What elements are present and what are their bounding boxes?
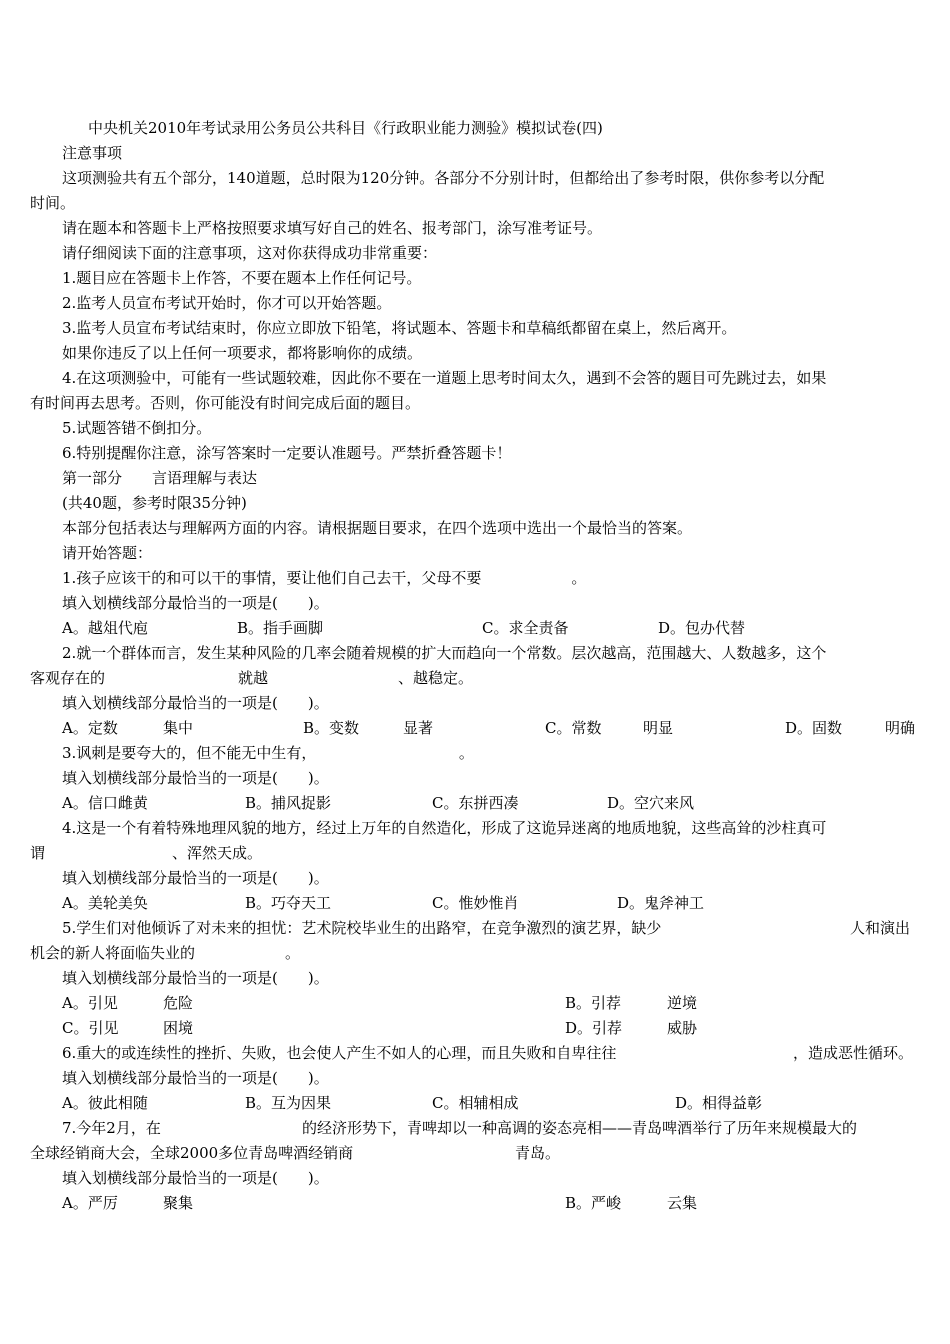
question-stem: 6.重大的或连续性的挫折、失败，也会使人产生不如人的心理，而且失败和自卑往往 [62,1044,617,1062]
question-stem: 、越稳定。 [398,669,474,687]
question-stem: 、浑然天成。 [172,844,263,862]
question-stem: ，造成恶性循环。 [793,1044,914,1062]
option-d: D。包办代替 [658,619,746,637]
notice-rule: 1.题目应在答题卡上作答，不要在题本上作任何记号。 [62,269,422,287]
notice-rule: 2.监考人员宣布考试开始时，你才可以开始答题。 [62,294,392,312]
notice-heading: 注意事项 [62,144,123,162]
option-a-second: 聚集 [163,1194,194,1212]
option-b: B。指手画脚 [237,619,324,637]
question-stem: 2.就一个群体而言，发生某种风险的几率会随着规模的扩大而趋向一个常数。层次越高，范围越大、人数越多，这个 [62,644,827,662]
question-prompt: 填入划横线部分最恰当的一项是( )。 [62,1069,329,1087]
option-c: C。常数 [545,719,602,737]
option-d-second: 明确 [885,719,916,737]
notice-rule: 有时间再去思考。否则，你可能没有时间完成后面的题目。 [30,394,421,412]
part-time-limit: (共40题，参考时限35分钟) [62,494,247,512]
option-b: B。互为因果 [245,1094,332,1112]
question-prompt: 填入划横线部分最恰当的一项是( )。 [62,969,329,987]
question-stem: 5.学生们对他倾诉了对未来的担忧：艺术院校毕业生的出路窄，在竞争激烈的演艺界，缺少 [62,919,662,937]
question-stem: 1.孩子应该干的和可以干的事情，要让他们自己去干，父母不要 。 [62,569,587,587]
option-b-second: 显著 [403,719,434,737]
option-b: B。捕风捉影 [245,794,332,812]
notice-rule: 如果你违反了以上任何一项要求，都将影响你的成绩。 [62,344,423,362]
option-b: B。严峻 [565,1194,622,1212]
question-prompt: 填入划横线部分最恰当的一项是( )。 [62,594,329,612]
notice-paragraph: 时间。 [30,194,76,212]
notice-paragraph: 请在题本和答题卡上严格按照要求填写好自己的姓名、报考部门，涂写准考证号。 [62,219,603,237]
option-b: B。巧夺天工 [245,894,332,912]
option-d: D。固数 [785,719,843,737]
option-a: A。引见 [62,994,118,1012]
option-a: A。定数 [62,719,118,737]
notice-rule: 3.监考人员宣布考试结束时，你应立即放下铅笔，将试题本、答题卡和草稿纸都留在桌上，然后离开。 [62,319,737,337]
question-stem: 人和演出 [850,919,911,937]
option-b-second: 逆境 [667,994,698,1012]
option-c: C。相辅相成 [432,1094,519,1112]
option-d-second: 威胁 [667,1019,698,1037]
option-a: A。信口雌黄 [62,794,148,812]
question-stem: 青岛。 [515,1144,561,1162]
option-c: C。惟妙惟肖 [432,894,519,912]
question-stem: 4.这是一个有着特殊地理风貌的地方，经过上万年的自然造化，形成了这诡异迷离的地质地貌，这些高耸的沙柱真可 [62,819,827,837]
option-d: D。空穴来风 [607,794,695,812]
option-c-second: 明显 [643,719,674,737]
question-stem: 7.今年2月，在 [62,1119,161,1137]
option-a-second: 危险 [163,994,194,1012]
option-c: C。引见 [62,1019,119,1037]
notice-paragraph: 请仔细阅读下面的注意事项，这对你获得成功非常重要： [62,244,438,262]
question-stem: 3.讽刺是要夸大的，但不能无中生有， 。 [62,744,474,762]
part-description: 本部分包括表达与理解两方面的内容。请根据题目要求，在四个选项中选出一个最恰当的答案。 [62,519,693,537]
question-prompt: 填入划横线部分最恰当的一项是( )。 [62,769,329,787]
option-a: A。美轮美奂 [62,894,148,912]
notice-rule: 4.在这项测验中，可能有一些试题较难，因此你不要在一道题上思考时间太久，遇到不会答的题目可先跳过去，如果 [62,369,827,387]
question-stem: 谓 [30,844,46,862]
exam-title: 中央机关2010年考试录用公务员公共科目《行政职业能力测验》模拟试卷(四) [88,119,603,137]
option-d: D。相得益彰 [675,1094,763,1112]
start-instruction: 请开始答题： [62,544,153,562]
option-d: D。引荐 [565,1019,623,1037]
question-stem: 客观存在的 [30,669,106,687]
option-a: A。严厉 [62,1194,118,1212]
option-a: A。越俎代庖 [62,619,148,637]
option-a-second: 集中 [163,719,194,737]
option-c: C。东拼西凑 [432,794,519,812]
question-stem: 的经济形势下，青啤却以一种高调的姿态亮相——青岛啤酒举行了历年来规模最大的 [302,1119,858,1137]
question-prompt: 填入划横线部分最恰当的一项是( )。 [62,694,329,712]
question-stem: 机会的新人将面临失业的 。 [30,944,301,962]
question-prompt: 填入划横线部分最恰当的一项是( )。 [62,869,329,887]
option-b-second: 云集 [667,1194,698,1212]
notice-paragraph: 这项测验共有五个部分，140道题，总时限为120分钟。各部分不分别计时，但都给出了参考时限，供你参考以分配 [62,169,825,187]
option-a: A。彼此相随 [62,1094,148,1112]
question-prompt: 填入划横线部分最恰当的一项是( )。 [62,1169,329,1187]
notice-rule: 6.特别提醒你注意，涂写答案时一定要认准题号。严禁折叠答题卡！ [62,444,512,462]
question-stem: 全球经销商大会，全球2000多位青岛啤酒经销商 [30,1144,354,1162]
option-d: D。鬼斧神工 [617,894,705,912]
notice-rule: 5.试题答错不倒扣分。 [62,419,212,437]
option-c: C。求全责备 [482,619,569,637]
question-stem: 就越 [238,669,269,687]
option-b: B。引荐 [565,994,622,1012]
part-heading: 第一部分 言语理解与表达 [62,469,258,487]
option-b: B。变数 [303,719,360,737]
option-c-second: 困境 [163,1019,194,1037]
